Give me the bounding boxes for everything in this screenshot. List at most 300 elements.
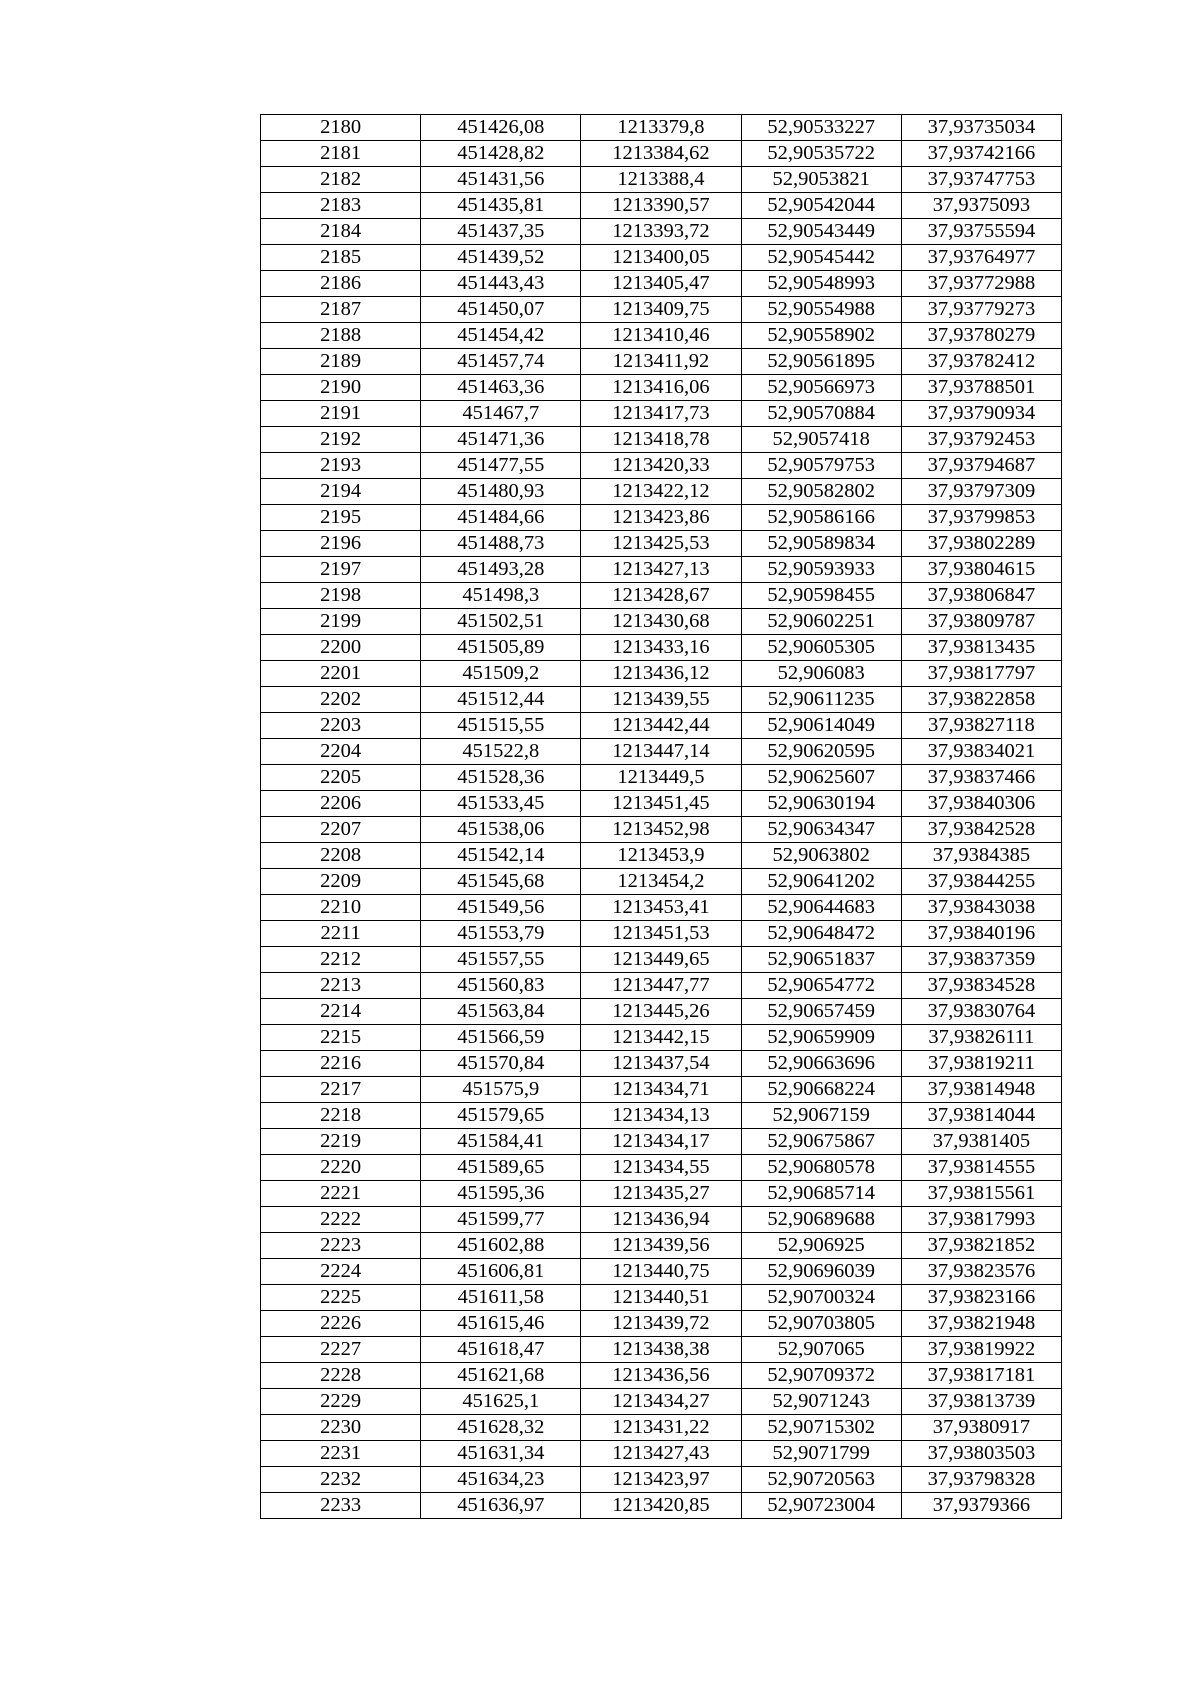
point-number-cell: 2233 <box>261 1493 421 1519</box>
y-coordinate-cell: 1213390,57 <box>581 193 741 219</box>
point-number-cell: 2189 <box>261 349 421 375</box>
latitude-cell: 52,90715302 <box>741 1415 901 1441</box>
coordinates-table-body <box>261 115 1062 1519</box>
point-number-cell: 2209 <box>261 869 421 895</box>
longitude-cell: 37,93821948 <box>901 1311 1061 1337</box>
latitude-cell: 52,90593933 <box>741 557 901 583</box>
y-coordinate-cell: 1213434,17 <box>581 1129 741 1155</box>
x-coordinate-cell: 451457,74 <box>421 349 581 375</box>
x-coordinate-cell: 451533,45 <box>421 791 581 817</box>
table-row <box>261 635 1062 661</box>
table-row <box>261 1181 1062 1207</box>
point-number-cell: 2222 <box>261 1207 421 1233</box>
table-row <box>261 1363 1062 1389</box>
longitude-cell: 37,93792453 <box>901 427 1061 453</box>
y-coordinate-cell: 1213451,45 <box>581 791 741 817</box>
latitude-cell: 52,90641202 <box>741 869 901 895</box>
table-row <box>261 401 1062 427</box>
table-row <box>261 687 1062 713</box>
table-row <box>261 1337 1062 1363</box>
longitude-cell: 37,93817797 <box>901 661 1061 687</box>
x-coordinate-cell: 451538,06 <box>421 817 581 843</box>
x-coordinate-cell: 451636,97 <box>421 1493 581 1519</box>
y-coordinate-cell: 1213425,53 <box>581 531 741 557</box>
point-number-cell: 2193 <box>261 453 421 479</box>
table-row <box>261 791 1062 817</box>
table-row <box>261 427 1062 453</box>
x-coordinate-cell: 451563,84 <box>421 999 581 1025</box>
y-coordinate-cell: 1213436,56 <box>581 1363 741 1389</box>
latitude-cell: 52,906925 <box>741 1233 901 1259</box>
longitude-cell: 37,93827118 <box>901 713 1061 739</box>
longitude-cell: 37,93742166 <box>901 141 1061 167</box>
table-row <box>261 375 1062 401</box>
point-number-cell: 2207 <box>261 817 421 843</box>
longitude-cell: 37,93814948 <box>901 1077 1061 1103</box>
longitude-cell: 37,93844255 <box>901 869 1061 895</box>
latitude-cell: 52,90579753 <box>741 453 901 479</box>
table-row <box>261 869 1062 895</box>
point-number-cell: 2195 <box>261 505 421 531</box>
table-row <box>261 765 1062 791</box>
y-coordinate-cell: 1213434,55 <box>581 1155 741 1181</box>
point-number-cell: 2204 <box>261 739 421 765</box>
y-coordinate-cell: 1213416,06 <box>581 375 741 401</box>
x-coordinate-cell: 451426,08 <box>421 115 581 141</box>
y-coordinate-cell: 1213430,68 <box>581 609 741 635</box>
table-row <box>261 739 1062 765</box>
latitude-cell: 52,90668224 <box>741 1077 901 1103</box>
x-coordinate-cell: 451443,43 <box>421 271 581 297</box>
y-coordinate-cell: 1213384,62 <box>581 141 741 167</box>
point-number-cell: 2200 <box>261 635 421 661</box>
table-row <box>261 505 1062 531</box>
longitude-cell: 37,93830764 <box>901 999 1061 1025</box>
table-row <box>261 141 1062 167</box>
latitude-cell: 52,90680578 <box>741 1155 901 1181</box>
x-coordinate-cell: 451545,68 <box>421 869 581 895</box>
table-row <box>261 1077 1062 1103</box>
latitude-cell: 52,9067159 <box>741 1103 901 1129</box>
point-number-cell: 2184 <box>261 219 421 245</box>
x-coordinate-cell: 451471,36 <box>421 427 581 453</box>
table-row <box>261 1467 1062 1493</box>
longitude-cell: 37,93799853 <box>901 505 1061 531</box>
longitude-cell: 37,93834021 <box>901 739 1061 765</box>
table-row <box>261 583 1062 609</box>
y-coordinate-cell: 1213434,27 <box>581 1389 741 1415</box>
y-coordinate-cell: 1213405,47 <box>581 271 741 297</box>
y-coordinate-cell: 1213423,97 <box>581 1467 741 1493</box>
latitude-cell: 52,90545442 <box>741 245 901 271</box>
latitude-cell: 52,90566973 <box>741 375 901 401</box>
point-number-cell: 2226 <box>261 1311 421 1337</box>
x-coordinate-cell: 451463,36 <box>421 375 581 401</box>
point-number-cell: 2196 <box>261 531 421 557</box>
x-coordinate-cell: 451595,36 <box>421 1181 581 1207</box>
point-number-cell: 2231 <box>261 1441 421 1467</box>
y-coordinate-cell: 1213428,67 <box>581 583 741 609</box>
longitude-cell: 37,93840306 <box>901 791 1061 817</box>
longitude-cell: 37,93817181 <box>901 1363 1061 1389</box>
latitude-cell: 52,90685714 <box>741 1181 901 1207</box>
latitude-cell: 52,90598455 <box>741 583 901 609</box>
x-coordinate-cell: 451553,79 <box>421 921 581 947</box>
latitude-cell: 52,90634347 <box>741 817 901 843</box>
latitude-cell: 52,90542044 <box>741 193 901 219</box>
longitude-cell: 37,93834528 <box>901 973 1061 999</box>
table-row <box>261 947 1062 973</box>
longitude-cell: 37,93803503 <box>901 1441 1061 1467</box>
longitude-cell: 37,93823166 <box>901 1285 1061 1311</box>
latitude-cell: 52,90648472 <box>741 921 901 947</box>
point-number-cell: 2205 <box>261 765 421 791</box>
latitude-cell: 52,90644683 <box>741 895 901 921</box>
coordinates-table <box>260 114 1062 1519</box>
latitude-cell: 52,90586166 <box>741 505 901 531</box>
longitude-cell: 37,93837359 <box>901 947 1061 973</box>
x-coordinate-cell: 451515,55 <box>421 713 581 739</box>
latitude-cell: 52,907065 <box>741 1337 901 1363</box>
table-row <box>261 479 1062 505</box>
point-number-cell: 2181 <box>261 141 421 167</box>
point-number-cell: 2183 <box>261 193 421 219</box>
point-number-cell: 2199 <box>261 609 421 635</box>
latitude-cell: 52,9071243 <box>741 1389 901 1415</box>
x-coordinate-cell: 451480,93 <box>421 479 581 505</box>
latitude-cell: 52,90582802 <box>741 479 901 505</box>
y-coordinate-cell: 1213410,46 <box>581 323 741 349</box>
point-number-cell: 2203 <box>261 713 421 739</box>
latitude-cell: 52,90605305 <box>741 635 901 661</box>
longitude-cell: 37,93842528 <box>901 817 1061 843</box>
table-row <box>261 1311 1062 1337</box>
point-number-cell: 2208 <box>261 843 421 869</box>
table-row <box>261 817 1062 843</box>
y-coordinate-cell: 1213437,54 <box>581 1051 741 1077</box>
latitude-cell: 52,90630194 <box>741 791 901 817</box>
table-row <box>261 323 1062 349</box>
x-coordinate-cell: 451477,55 <box>421 453 581 479</box>
x-coordinate-cell: 451505,89 <box>421 635 581 661</box>
x-coordinate-cell: 451467,7 <box>421 401 581 427</box>
point-number-cell: 2230 <box>261 1415 421 1441</box>
table-row <box>261 245 1062 271</box>
x-coordinate-cell: 451579,65 <box>421 1103 581 1129</box>
latitude-cell: 52,90651837 <box>741 947 901 973</box>
longitude-cell: 37,9384385 <box>901 843 1061 869</box>
x-coordinate-cell: 451450,07 <box>421 297 581 323</box>
table-row <box>261 973 1062 999</box>
y-coordinate-cell: 1213379,8 <box>581 115 741 141</box>
x-coordinate-cell: 451566,59 <box>421 1025 581 1051</box>
table-row <box>261 1259 1062 1285</box>
longitude-cell: 37,93821852 <box>901 1233 1061 1259</box>
latitude-cell: 52,90533227 <box>741 115 901 141</box>
point-number-cell: 2202 <box>261 687 421 713</box>
table-row <box>261 1129 1062 1155</box>
x-coordinate-cell: 451431,56 <box>421 167 581 193</box>
point-number-cell: 2225 <box>261 1285 421 1311</box>
y-coordinate-cell: 1213445,26 <box>581 999 741 1025</box>
table-row <box>261 661 1062 687</box>
longitude-cell: 37,93826111 <box>901 1025 1061 1051</box>
x-coordinate-cell: 451502,51 <box>421 609 581 635</box>
x-coordinate-cell: 451625,1 <box>421 1389 581 1415</box>
longitude-cell: 37,93790934 <box>901 401 1061 427</box>
longitude-cell: 37,93764977 <box>901 245 1061 271</box>
x-coordinate-cell: 451634,23 <box>421 1467 581 1493</box>
longitude-cell: 37,9380917 <box>901 1415 1061 1441</box>
x-coordinate-cell: 451575,9 <box>421 1077 581 1103</box>
point-number-cell: 2224 <box>261 1259 421 1285</box>
y-coordinate-cell: 1213447,77 <box>581 973 741 999</box>
x-coordinate-cell: 451560,83 <box>421 973 581 999</box>
y-coordinate-cell: 1213447,14 <box>581 739 741 765</box>
y-coordinate-cell: 1213431,22 <box>581 1415 741 1441</box>
x-coordinate-cell: 451618,47 <box>421 1337 581 1363</box>
longitude-cell: 37,9379366 <box>901 1493 1061 1519</box>
table-row <box>261 115 1062 141</box>
longitude-cell: 37,93837466 <box>901 765 1061 791</box>
latitude-cell: 52,90700324 <box>741 1285 901 1311</box>
y-coordinate-cell: 1213435,27 <box>581 1181 741 1207</box>
table-row <box>261 557 1062 583</box>
x-coordinate-cell: 451509,2 <box>421 661 581 687</box>
latitude-cell: 52,90657459 <box>741 999 901 1025</box>
y-coordinate-cell: 1213451,53 <box>581 921 741 947</box>
point-number-cell: 2186 <box>261 271 421 297</box>
longitude-cell: 37,93804615 <box>901 557 1061 583</box>
point-number-cell: 2191 <box>261 401 421 427</box>
table-row <box>261 1025 1062 1051</box>
x-coordinate-cell: 451570,84 <box>421 1051 581 1077</box>
point-number-cell: 2212 <box>261 947 421 973</box>
latitude-cell: 52,90602251 <box>741 609 901 635</box>
longitude-cell: 37,93780279 <box>901 323 1061 349</box>
longitude-cell: 37,93814555 <box>901 1155 1061 1181</box>
latitude-cell: 52,90625607 <box>741 765 901 791</box>
y-coordinate-cell: 1213417,73 <box>581 401 741 427</box>
latitude-cell: 52,90663696 <box>741 1051 901 1077</box>
longitude-cell: 37,93814044 <box>901 1103 1061 1129</box>
x-coordinate-cell: 451628,32 <box>421 1415 581 1441</box>
table-row <box>261 1155 1062 1181</box>
latitude-cell: 52,90561895 <box>741 349 901 375</box>
point-number-cell: 2194 <box>261 479 421 505</box>
x-coordinate-cell: 451428,82 <box>421 141 581 167</box>
y-coordinate-cell: 1213452,98 <box>581 817 741 843</box>
table-row <box>261 1493 1062 1519</box>
longitude-cell: 37,93802289 <box>901 531 1061 557</box>
longitude-cell: 37,93788501 <box>901 375 1061 401</box>
point-number-cell: 2211 <box>261 921 421 947</box>
y-coordinate-cell: 1213439,72 <box>581 1311 741 1337</box>
point-number-cell: 2229 <box>261 1389 421 1415</box>
y-coordinate-cell: 1213454,2 <box>581 869 741 895</box>
x-coordinate-cell: 451584,41 <box>421 1129 581 1155</box>
longitude-cell: 37,93819211 <box>901 1051 1061 1077</box>
table-row <box>261 271 1062 297</box>
longitude-cell: 37,93779273 <box>901 297 1061 323</box>
y-coordinate-cell: 1213422,12 <box>581 479 741 505</box>
y-coordinate-cell: 1213427,13 <box>581 557 741 583</box>
y-coordinate-cell: 1213436,94 <box>581 1207 741 1233</box>
x-coordinate-cell: 451522,8 <box>421 739 581 765</box>
latitude-cell: 52,90689688 <box>741 1207 901 1233</box>
y-coordinate-cell: 1213427,43 <box>581 1441 741 1467</box>
latitude-cell: 52,90589834 <box>741 531 901 557</box>
x-coordinate-cell: 451621,68 <box>421 1363 581 1389</box>
y-coordinate-cell: 1213440,75 <box>581 1259 741 1285</box>
longitude-cell: 37,9375093 <box>901 193 1061 219</box>
longitude-cell: 37,93809787 <box>901 609 1061 635</box>
longitude-cell: 37,93798328 <box>901 1467 1061 1493</box>
point-number-cell: 2182 <box>261 167 421 193</box>
latitude-cell: 52,90548993 <box>741 271 901 297</box>
table-row <box>261 1233 1062 1259</box>
longitude-cell: 37,93735034 <box>901 115 1061 141</box>
latitude-cell: 52,90614049 <box>741 713 901 739</box>
y-coordinate-cell: 1213442,44 <box>581 713 741 739</box>
latitude-cell: 52,90709372 <box>741 1363 901 1389</box>
x-coordinate-cell: 451437,35 <box>421 219 581 245</box>
y-coordinate-cell: 1213393,72 <box>581 219 741 245</box>
table-row <box>261 713 1062 739</box>
longitude-cell: 37,93794687 <box>901 453 1061 479</box>
latitude-cell: 52,9053821 <box>741 167 901 193</box>
table-row <box>261 297 1062 323</box>
longitude-cell: 37,93772988 <box>901 271 1061 297</box>
y-coordinate-cell: 1213420,33 <box>581 453 741 479</box>
x-coordinate-cell: 451631,34 <box>421 1441 581 1467</box>
x-coordinate-cell: 451454,42 <box>421 323 581 349</box>
table-row <box>261 609 1062 635</box>
y-coordinate-cell: 1213439,56 <box>581 1233 741 1259</box>
table-row <box>261 1103 1062 1129</box>
point-number-cell: 2197 <box>261 557 421 583</box>
table-row <box>261 1207 1062 1233</box>
longitude-cell: 37,93782412 <box>901 349 1061 375</box>
longitude-cell: 37,93819922 <box>901 1337 1061 1363</box>
point-number-cell: 2232 <box>261 1467 421 1493</box>
longitude-cell: 37,93817993 <box>901 1207 1061 1233</box>
x-coordinate-cell: 451439,52 <box>421 245 581 271</box>
point-number-cell: 2215 <box>261 1025 421 1051</box>
latitude-cell: 52,90570884 <box>741 401 901 427</box>
latitude-cell: 52,90611235 <box>741 687 901 713</box>
longitude-cell: 37,93843038 <box>901 895 1061 921</box>
table-row <box>261 895 1062 921</box>
y-coordinate-cell: 1213423,86 <box>581 505 741 531</box>
table-row <box>261 921 1062 947</box>
y-coordinate-cell: 1213418,78 <box>581 427 741 453</box>
point-number-cell: 2192 <box>261 427 421 453</box>
table-row <box>261 1389 1062 1415</box>
point-number-cell: 2219 <box>261 1129 421 1155</box>
point-number-cell: 2180 <box>261 115 421 141</box>
point-number-cell: 2206 <box>261 791 421 817</box>
x-coordinate-cell: 451512,44 <box>421 687 581 713</box>
y-coordinate-cell: 1213409,75 <box>581 297 741 323</box>
latitude-cell: 52,906083 <box>741 661 901 687</box>
longitude-cell: 37,93755594 <box>901 219 1061 245</box>
y-coordinate-cell: 1213434,71 <box>581 1077 741 1103</box>
latitude-cell: 52,90654772 <box>741 973 901 999</box>
latitude-cell: 52,9071799 <box>741 1441 901 1467</box>
point-number-cell: 2216 <box>261 1051 421 1077</box>
point-number-cell: 2201 <box>261 661 421 687</box>
x-coordinate-cell: 451484,66 <box>421 505 581 531</box>
longitude-cell: 37,9381405 <box>901 1129 1061 1155</box>
table-row <box>261 531 1062 557</box>
y-coordinate-cell: 1213388,4 <box>581 167 741 193</box>
longitude-cell: 37,93813435 <box>901 635 1061 661</box>
table-row <box>261 349 1062 375</box>
y-coordinate-cell: 1213411,92 <box>581 349 741 375</box>
y-coordinate-cell: 1213434,13 <box>581 1103 741 1129</box>
y-coordinate-cell: 1213453,9 <box>581 843 741 869</box>
y-coordinate-cell: 1213439,55 <box>581 687 741 713</box>
longitude-cell: 37,93747753 <box>901 167 1061 193</box>
latitude-cell: 52,9057418 <box>741 427 901 453</box>
table-row <box>261 453 1062 479</box>
latitude-cell: 52,90703805 <box>741 1311 901 1337</box>
x-coordinate-cell: 451435,81 <box>421 193 581 219</box>
x-coordinate-cell: 451615,46 <box>421 1311 581 1337</box>
longitude-cell: 37,93823576 <box>901 1259 1061 1285</box>
y-coordinate-cell: 1213420,85 <box>581 1493 741 1519</box>
latitude-cell: 52,90535722 <box>741 141 901 167</box>
latitude-cell: 52,90620595 <box>741 739 901 765</box>
x-coordinate-cell: 451606,81 <box>421 1259 581 1285</box>
x-coordinate-cell: 451549,56 <box>421 895 581 921</box>
longitude-cell: 37,93797309 <box>901 479 1061 505</box>
point-number-cell: 2218 <box>261 1103 421 1129</box>
y-coordinate-cell: 1213449,5 <box>581 765 741 791</box>
y-coordinate-cell: 1213433,16 <box>581 635 741 661</box>
point-number-cell: 2188 <box>261 323 421 349</box>
table-row <box>261 843 1062 869</box>
x-coordinate-cell: 451557,55 <box>421 947 581 973</box>
longitude-cell: 37,93822858 <box>901 687 1061 713</box>
y-coordinate-cell: 1213442,15 <box>581 1025 741 1051</box>
table-row <box>261 219 1062 245</box>
x-coordinate-cell: 451498,3 <box>421 583 581 609</box>
y-coordinate-cell: 1213449,65 <box>581 947 741 973</box>
point-number-cell: 2221 <box>261 1181 421 1207</box>
point-number-cell: 2210 <box>261 895 421 921</box>
x-coordinate-cell: 451602,88 <box>421 1233 581 1259</box>
point-number-cell: 2187 <box>261 297 421 323</box>
x-coordinate-cell: 451528,36 <box>421 765 581 791</box>
point-number-cell: 2190 <box>261 375 421 401</box>
latitude-cell: 52,90720563 <box>741 1467 901 1493</box>
point-number-cell: 2223 <box>261 1233 421 1259</box>
y-coordinate-cell: 1213436,12 <box>581 661 741 687</box>
latitude-cell: 52,90558902 <box>741 323 901 349</box>
x-coordinate-cell: 451493,28 <box>421 557 581 583</box>
longitude-cell: 37,93813739 <box>901 1389 1061 1415</box>
latitude-cell: 52,90543449 <box>741 219 901 245</box>
table-row <box>261 193 1062 219</box>
point-number-cell: 2228 <box>261 1363 421 1389</box>
table-row <box>261 1415 1062 1441</box>
x-coordinate-cell: 451599,77 <box>421 1207 581 1233</box>
longitude-cell: 37,93806847 <box>901 583 1061 609</box>
y-coordinate-cell: 1213440,51 <box>581 1285 741 1311</box>
point-number-cell: 2185 <box>261 245 421 271</box>
